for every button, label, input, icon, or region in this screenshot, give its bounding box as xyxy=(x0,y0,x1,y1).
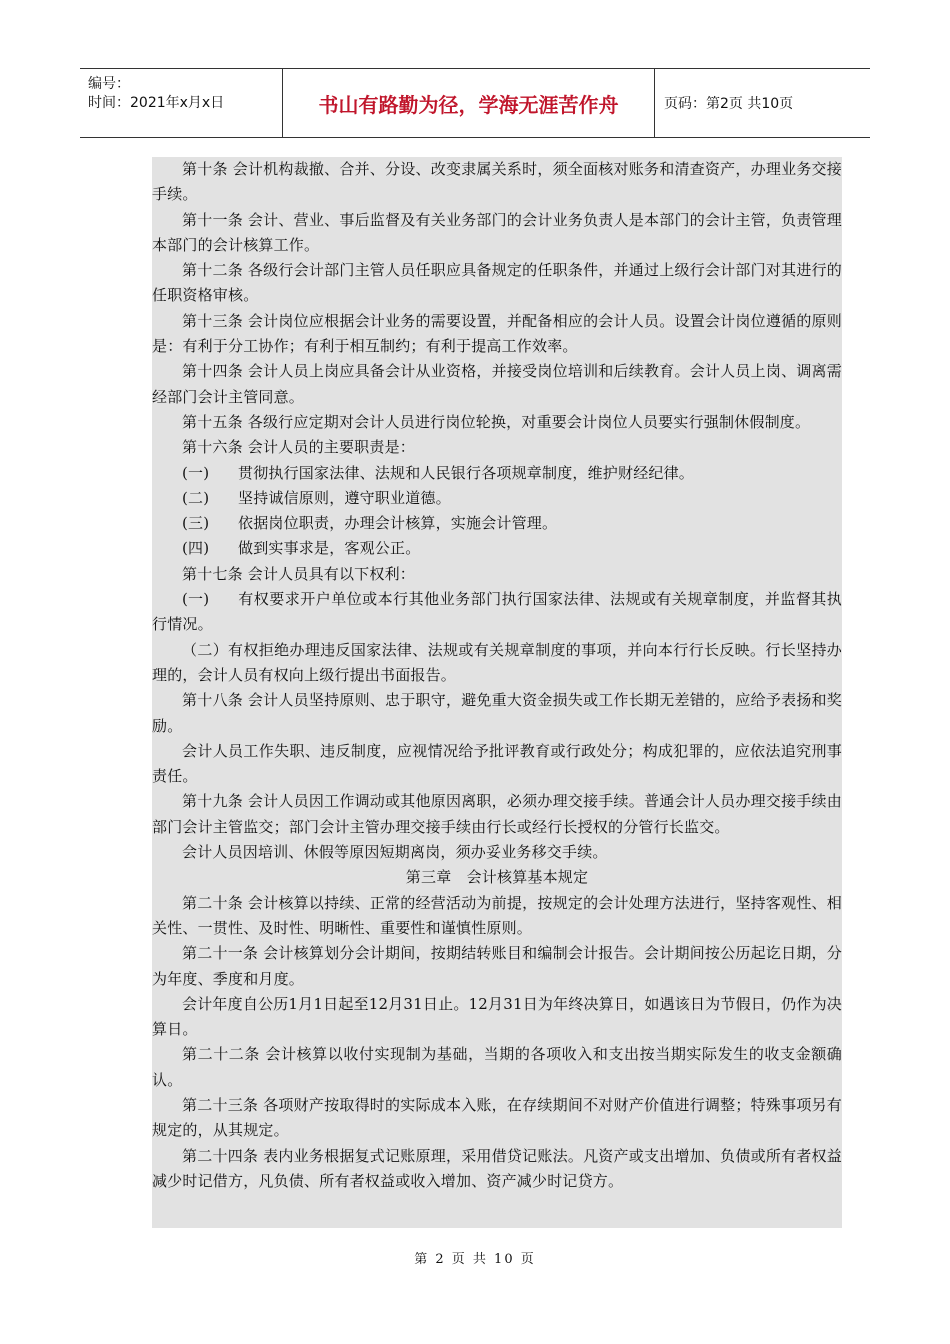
date-label: 时间：2021年x月x日 xyxy=(88,95,225,111)
duty-item-3 xyxy=(152,511,842,536)
page-footer: 第 2 页 共 10 页 xyxy=(414,1252,536,1267)
right-item-2: （二）有权拒绝办理违反国家法律、法规或有关规章制度的事项，并向本行行长反映。行长坚持办理的，会计人员有权向上级行提出书面报告。 xyxy=(152,640,842,684)
article-13: 第十三条 会计岗位应根据会计业务的需要设置，并配备相应的会计人员。设置会计岗位遵循的原则是：有利于分工协作；有利于相互制约；有利于提高工作效率。 xyxy=(152,311,842,356)
chapter-title: 第三章 会计核算基本规定 xyxy=(405,868,589,887)
article-16: 第十六条 会计人员的主要职责是： xyxy=(182,438,415,457)
article-18: 第十八条 会计人员坚持原则、忠于职守，避免重大资金损失或工作长期无差错的，应给予表扬和奖励。 xyxy=(152,691,842,735)
duty-item-4 xyxy=(152,536,842,561)
article-12: 第十二条 各级行会计部门主管人员任职应具备规定的任职条件，并通过上级行会计部门对其进行的任职资格审核。 xyxy=(152,261,842,305)
right-num: (一) xyxy=(182,590,210,609)
article-11: 第十一条 会计、营业、事后监督及有关业务部门的会计业务负责人是本部门的会计主管，负责管理本部门的会计核算工作。 xyxy=(152,210,842,254)
article-19-leave: 会计人员因培训、休假等原因短期离岗，须办妥业务移交手续。 xyxy=(182,843,608,862)
duty-num: (三) xyxy=(182,514,210,533)
right-text: 有权要求开户单位或本行其他业务部门执行国家法律、法规或有关规章制度，并监督其执行情况。 xyxy=(152,590,842,634)
article-18-penalty: 会计人员工作失职、违反制度，应视情况给予批评教育或行政处分；构成犯罪的，应依法追究刑事责任。 xyxy=(152,741,842,786)
page-indicator: 页码：第2页 共10页 xyxy=(664,96,794,112)
duty-text: 贯彻执行国家法律、法规和人民银行各项规章制度，维护财经纪律。 xyxy=(238,463,695,482)
article-17: 第十七条 会计人员具有以下权利： xyxy=(182,564,415,583)
duty-text: 依据岗位职责，办理会计核算，实施会计管理。 xyxy=(238,514,558,533)
article-20: 第二十条 会计核算以持续、正常的经营活动为前提，按规定的会计处理方法进行，坚持客观性、相关性、一贯性、及时性、明晰性、重要性和谨慎性原则。 xyxy=(152,893,842,937)
article-22: 第二十二条 会计核算以收付实现制为基础，当期的各项收入和支出按当期实际发生的收支金额确认。 xyxy=(152,1045,842,1089)
duty-item-1 xyxy=(152,461,842,486)
article-21-year: 会计年度自公历1月1日起至12月31日止。12月31日为年终决算日，如遇该日为节假日，仍作为决算日。 xyxy=(152,994,842,1039)
duty-num: (二) xyxy=(182,488,210,507)
duty-num: (四) xyxy=(182,539,210,558)
serial-label: 编号： xyxy=(88,76,130,92)
right-item-1 xyxy=(152,587,842,638)
duty-text: 做到实事求是，客观公正。 xyxy=(238,539,421,558)
article-19: 第十九条 会计人员因工作调动或其他原因离职，必须办理交接手续。普通会计人员办理交接手续由部门会计主管监交；部门会计主管办理交接手续由行长或经行长授权的分管行长监交。 xyxy=(152,792,842,836)
header-motto: 书山有路勤为径，学海无涯苦作舟 xyxy=(283,69,655,137)
page-header xyxy=(80,68,870,138)
article-21: 第二十一条 会计核算划分会计期间，按期结转账目和编制会计报告。会计期间按公历起讫日期，分为年度、季度和月度。 xyxy=(152,944,842,988)
header-meta xyxy=(80,69,283,137)
article-10: 第十条 会计机构裁撤、合并、分设、改变隶属关系时，须全面核对账务和清查资产，办理业务交接手续。 xyxy=(152,160,842,204)
duty-num: (一) xyxy=(182,463,210,482)
header-page-label xyxy=(664,69,870,137)
duty-text: 坚持诚信原则，遵守职业道德。 xyxy=(238,488,451,507)
article-24: 第二十四条 表内业务根据复式记账原理，采用借贷记账法。凡资产或支出增加、负债或所有者权益减少时记借方，凡负债、所有者权益或收入增加、资产减少时记贷方。 xyxy=(152,1146,842,1190)
article-15: 第十五条 各级行应定期对会计人员进行岗位轮换，对重要会计岗位人员要实行强制休假制度。 xyxy=(182,412,811,431)
article-23: 第二十三条 各项财产按取得时的实际成本入账，在存续期间不对财产价值进行调整；特殊事项另有规定的，从其规定。 xyxy=(152,1095,842,1140)
document-body xyxy=(152,157,842,1228)
duty-item-2 xyxy=(152,486,842,511)
article-14: 第十四条 会计人员上岗应具备会计从业资格，并接受岗位培训和后续教育。会计人员上岗、调离需经部门会计主管同意。 xyxy=(152,362,842,406)
